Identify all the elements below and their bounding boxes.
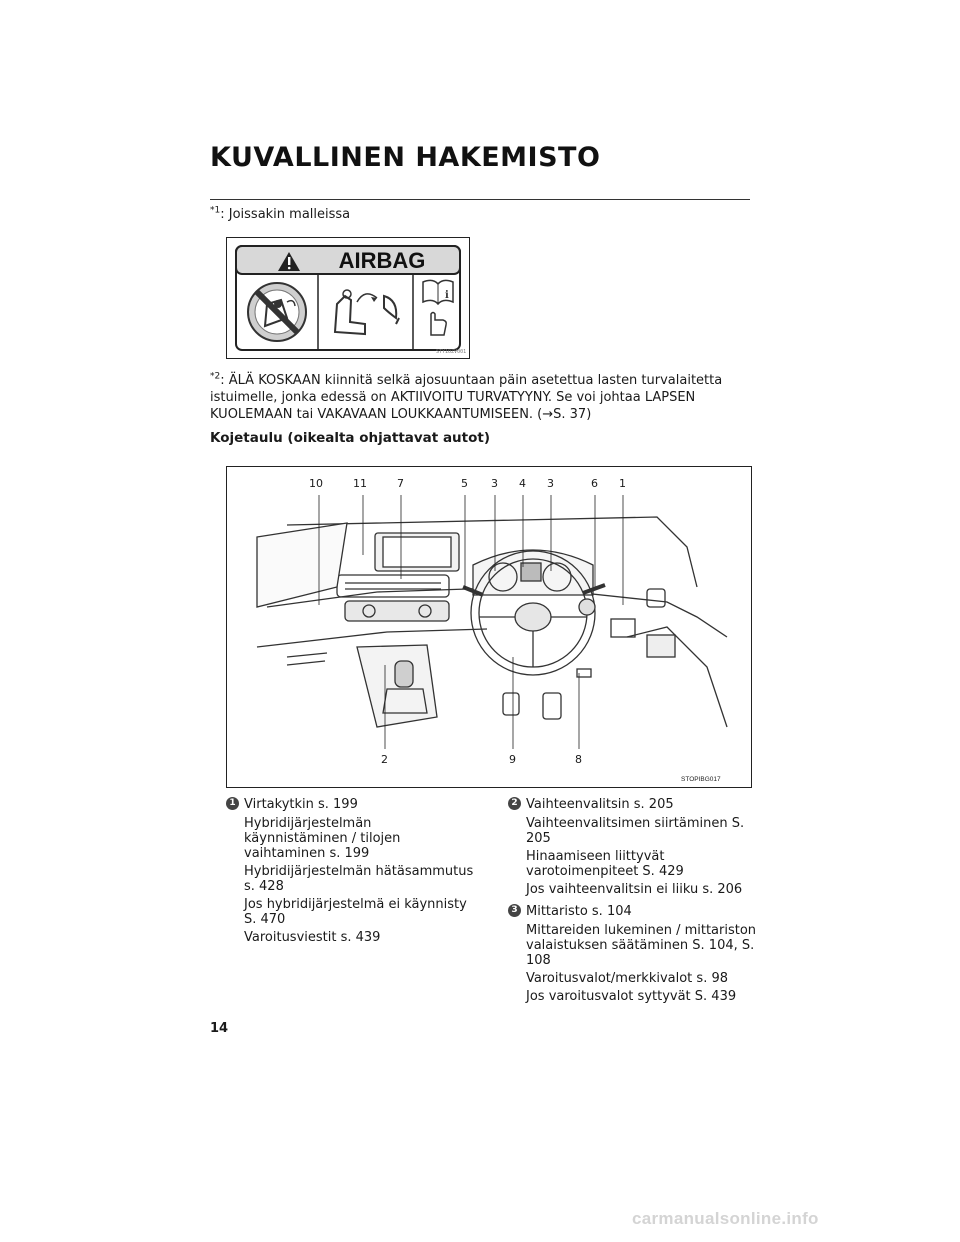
entry-3-number: 3 [508,904,521,917]
entry-2-sub: Jos vaihteenvalitsin ei liiku s. 206 [526,882,743,897]
entry-3-sub: Jos varoitusvalot syttyvät S. 439 [526,989,737,1004]
read-manual-icon [423,280,453,335]
footnote-1 [210,206,350,223]
dashboard-diagram [226,466,752,788]
entry-1-sub: Jos hybridijärjestelmä ei käynnisty S. 470 [244,897,467,927]
callout-8: 8 [575,753,582,766]
entry-column-right [508,796,758,1010]
airbag-label-graphic [227,238,469,358]
footnote-2-mark: *2 [210,371,221,382]
callout-3b: 3 [547,477,554,490]
footnote-2-text: : ÄLÄ KOSKAAN kiinnitä selkä ajosuuntaan päin asetettua lasten turvalaitetta istuimelle, jonka edessä on AKTIIVOITU TURVATYYNY. Se voi johtaa LAPSEN KUOLEMAAN tai VAKAVAAN LOUKKAANTUMISEEN. (→S. 37) [210,373,723,422]
entry-3-sub: Varoitusvalot/merkkivalot s. 98 [526,971,728,986]
entry-3-sub: Mittareiden lukeminen / mittariston valaistuksen säätäminen S. 104, S. 108 [526,923,757,968]
watermark: carmanualsonline.info [632,1209,819,1228]
entry-1 [226,796,476,945]
callout-6: 6 [591,477,598,490]
diagram-code: STOPIBG017 [681,776,721,783]
svg-text:i: i [445,290,449,301]
entry-1-sub: Hybridijärjestelmän käynnistäminen / tilojen vaihtaminen s. 199 [244,816,401,861]
entry-2 [508,796,758,897]
entry-3 [508,903,758,1004]
entry-2-sub: Vaihteenvalitsimen siirtäminen S. 205 [526,816,745,846]
callout-4: 4 [519,477,526,490]
no-child-seat-icon [248,283,306,341]
entry-1-number: 1 [226,797,239,810]
airbag-label-code: STY1OZV001 [436,349,467,355]
callout-9: 9 [509,753,516,766]
title-divider [210,199,750,200]
entry-1-sub: Varoitusviestit s. 439 [244,930,381,945]
footnote-1-mark: *1 [210,205,221,216]
dashboard-illustration [227,467,751,787]
section-heading: Kojetaulu (oikealta ohjattavat autot) [210,430,491,446]
page-title: KUVALLINEN HAKEMISTO [210,142,601,173]
entry-3-title: Mittaristo s. 104 [526,904,632,919]
callout-7: 7 [397,477,404,490]
entry-2-title: Vaihteenvalitsin s. 205 [526,797,674,812]
callout-3a: 3 [491,477,498,490]
callout-11: 11 [353,477,367,490]
callout-1: 1 [619,477,626,490]
footnote-1-text: : Joissakin malleissa [220,207,351,222]
seat-airbag-icon [335,290,399,334]
entry-1-title: Virtakytkin s. 199 [244,797,358,812]
entry-column-left [226,796,476,951]
page-number: 14 [210,1021,229,1036]
footnote-2 [210,372,755,423]
entry-2-number: 2 [508,797,521,810]
callout-2: 2 [381,753,388,766]
callout-10: 10 [309,477,323,490]
entry-2-sub: Hinaamiseen liittyvät varotoimenpiteet S. 429 [526,849,684,879]
airbag-word: AIRBAG [338,248,426,273]
callout-5: 5 [461,477,468,490]
entry-1-sub: Hybridijärjestelmän hätäsammutus s. 428 [244,864,474,894]
airbag-warning-label [226,237,470,359]
